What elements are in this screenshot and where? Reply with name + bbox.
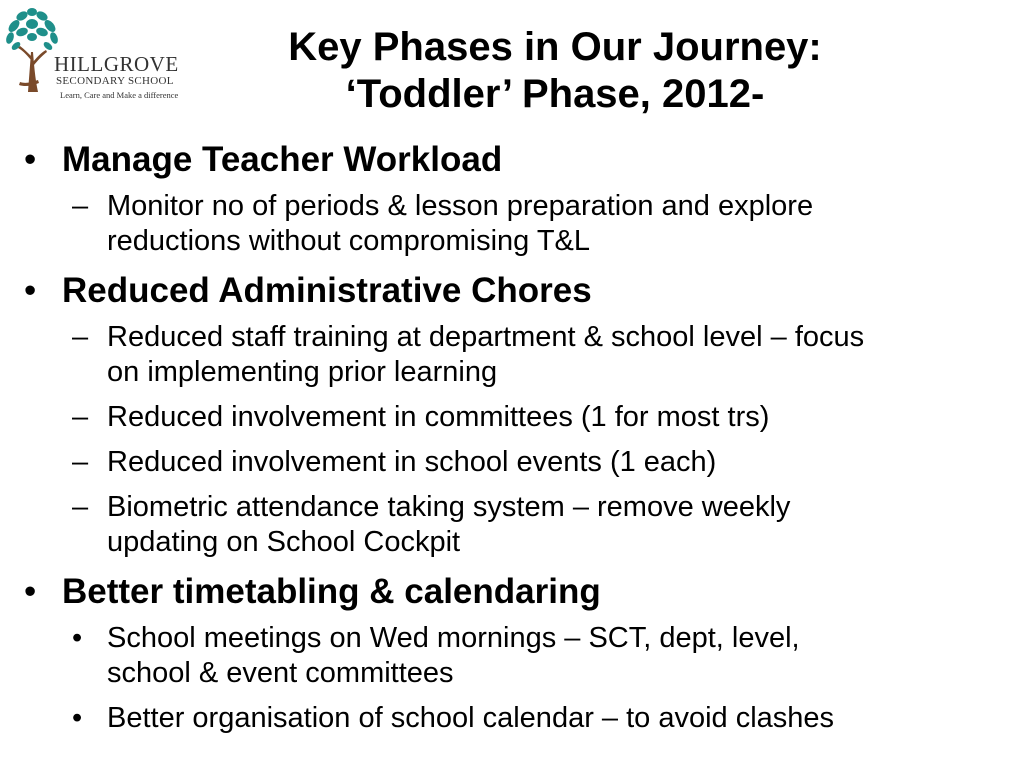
sub-item-text-cont: reductions without compromising T&L: [107, 225, 591, 257]
section-heading-text: Better timetabling & calendaring: [62, 572, 601, 611]
slide-content: [0, 138, 1024, 746]
slide-title-line2: ‘Toddler’ Phase, 2012-: [345, 72, 765, 116]
sub-item-text: Reduced involvement in school events (1 each): [107, 446, 717, 478]
bullet-marker: •: [24, 140, 37, 179]
school-logo: [2, 4, 192, 100]
section-heading-text: Reduced Administrative Chores: [62, 271, 592, 310]
section-heading: [0, 138, 1024, 182]
sub-item: [0, 445, 1024, 480]
logo-tagline: Learn, Care and Make a difference: [60, 90, 179, 100]
logo-school-name: HILLGROVE: [54, 52, 179, 76]
dash-marker: –: [72, 190, 89, 222]
sub-item-text: Reduced staff training at department & school level – focus: [107, 321, 865, 353]
sub-item-text-cont: on implementing prior learning: [107, 356, 498, 388]
bullet-marker: •: [72, 702, 83, 734]
section-heading: [0, 570, 1024, 614]
sub-item-text: Reduced involvement in committees (1 for most trs): [107, 401, 770, 433]
sub-item: [0, 320, 1024, 390]
sub-item-text-cont: school & event committees: [107, 657, 454, 689]
sub-item: [0, 621, 1024, 691]
sub-item: [0, 189, 1024, 259]
slide-title-line1: Key Phases in Our Journey:: [288, 25, 822, 69]
section-heading: [0, 269, 1024, 313]
sub-item: [0, 490, 1024, 560]
bullet-marker: •: [24, 271, 37, 310]
sub-item: [0, 701, 1024, 736]
dash-marker: –: [72, 321, 89, 353]
sub-item-text: School meetings on Wed mornings – SCT, dept, level,: [107, 622, 800, 654]
tree-logo-icon: [2, 4, 62, 96]
section-heading-text: Manage Teacher Workload: [62, 140, 503, 179]
logo-school-subname: SECONDARY SCHOOL: [56, 75, 174, 87]
sub-item-text: Better organisation of school calendar – to avoid clashes: [107, 702, 835, 734]
sub-item-text: Monitor no of periods & lesson preparation and explore: [107, 190, 814, 222]
bullet-marker: •: [24, 572, 37, 611]
bullet-marker: •: [72, 622, 83, 654]
slide-title: [215, 24, 895, 118]
sub-item-text-cont: updating on School Cockpit: [107, 526, 461, 558]
sub-item-text: Biometric attendance taking system – remove weekly: [107, 491, 791, 523]
dash-marker: –: [72, 401, 89, 433]
dash-marker: –: [72, 446, 89, 478]
dash-marker: –: [72, 491, 89, 523]
sub-item: [0, 400, 1024, 435]
